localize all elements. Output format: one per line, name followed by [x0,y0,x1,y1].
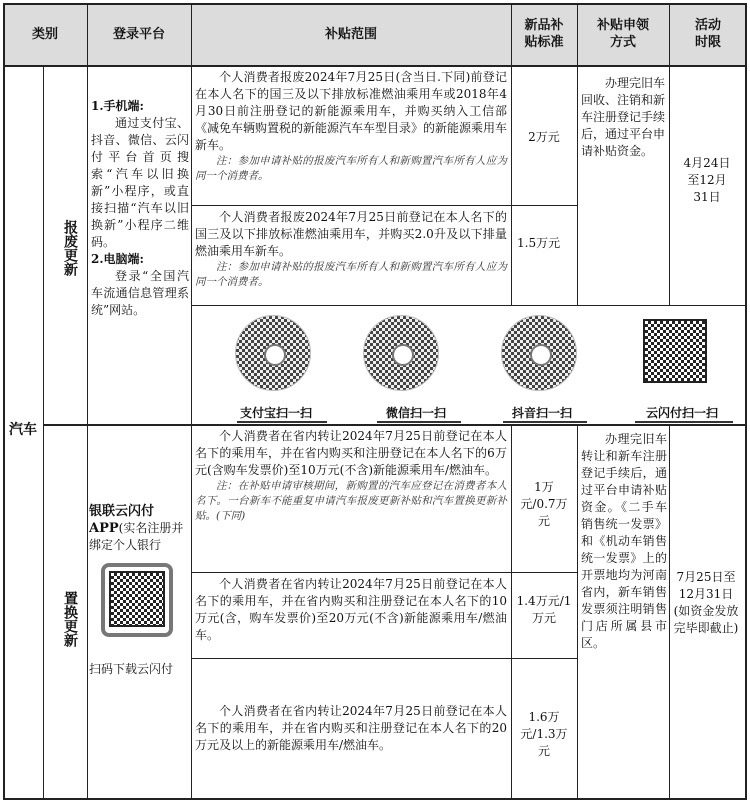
replace-row2-standard: 1.4万元/1万元 [516,594,572,625]
qr-label-wechat: 微信扫一扫 [385,406,446,420]
header-category: 类别 [3,3,87,65]
v-scope-bottom [511,424,512,800]
mobile-text: 通过支付宝、抖音、微信、云闪付平台首页搜索“汽车以旧换新”小程序，或直接扫描“汽车以旧换新”小程序二维码。 [91,116,189,249]
header-platform: 登录平台 [87,3,191,65]
h-scrap-row2 [191,305,747,306]
app-text: (实名注册并绑定个人银行 [89,521,184,552]
pc-text: 登录“全国汽车流通信息管理系统”网站。 [91,269,189,317]
border-right [745,3,747,800]
wechat-mini-program-qr-icon [363,315,439,391]
alipay-mini-program-qr-icon [235,315,311,391]
replace-row1-scope [195,428,507,572]
scrap-period: 4月24日至12月31日 [683,156,731,204]
scrap-platform [91,98,189,398]
header-bottom [3,65,747,67]
subsidy-table [3,3,747,800]
unionpay-qr-icon [643,319,707,383]
h-replace-row1 [191,572,577,573]
qr-label-alipay: 支付宝扫一扫 [239,406,312,420]
replace-row1-note: 注：在补贴申请审核期间，新购置的汽车应登记在消费者本人名下。一台新车不能重复申请汽车报废更新补贴和汽车置换更新补贴。(下同) [195,480,507,522]
replace-row1-text: 个人消费者在省内转让2024年7月25日前登记在本人名下的乘用车，并在省内购买和注册登记在本人名下的6万元(含购车发票价)至10万元(不含)新能源乘用车/燃油车。 [195,429,507,477]
unionpay-download-qr-frame [101,563,173,637]
scrap-row2-standard: 1.5万元 [517,236,561,250]
replace-row2-text: 个人消费者在省内转让2024年7月25日前登记在本人名下的乘用车，并在省内购买和注册登记在本人名下的10万元(含，购车发票价)至20万元(不含)新能源乘用车/燃油车。 [195,577,507,642]
qr-underline-3 [503,421,587,423]
group-label: 汽车 [9,422,37,438]
mobile-title: 1.手机端: [91,99,144,113]
scrap-row1-text: 个人消费者报废2024年7月25日(含当日.下同)前登记在本人名下的国三及以下排放标准燃油乘用车或2018年4月30日前注册登记的新能源乘用车，并购买纳入工信部《减免车辆购置税的新能源汽车车型目录》的新能源乘用车新车。 [195,70,508,152]
h-section [43,424,747,426]
scrap-method-text: 办理完旧车回收、注销和新车注册登记手续后，通过平台申请补贴资金。 [581,76,666,158]
scrap-row2-scope [195,209,507,301]
replace-row2-scope [195,576,507,656]
header-standard: 新品补贴标准 [511,3,577,65]
unionpay-download-qr-icon [109,571,165,627]
qr-label-douyin: 抖音扫一扫 [511,406,572,420]
scrap-row1-standard: 2万元 [528,130,560,144]
app-title: 银联云闪付APP [89,504,155,536]
border-bottom [3,798,747,800]
scrap-row1-scope [195,69,507,205]
replace-method [581,431,667,797]
border-left [3,3,5,800]
scrap-method [581,75,665,295]
replace-row3-scope [195,703,507,783]
h-scrap-row1 [191,205,577,206]
h-replace-row2 [191,658,577,659]
qr-underline-2 [377,421,461,423]
scrap-row2-note: 注：参加申请补贴的报废汽车所有人和新购置汽车所有人应为同一个消费者。 [195,261,507,288]
v-platform [191,3,192,800]
v-method-top [669,3,670,305]
scrap-row2-text: 个人消费者报废2024年7月25日前登记在本人名下的国三及以下排放标准燃油乘用车，并购买2.0升及以下排量燃油乘用车新车。 [195,210,507,258]
replace-row3-standard: 1.6万元/1.3万元 [520,710,568,758]
download-text: 扫码下载云闪付 [89,662,174,676]
pc-title: 2.电脑端: [91,252,144,266]
qr-underline-1 [237,421,327,423]
scrap-row1-note: 注：参加申请补贴的报废汽车所有人和新购置汽车所有人应为同一个消费者。 [195,155,507,182]
douyin-mini-program-qr-icon [501,315,577,391]
scrap-label: 报废更新 [62,220,78,276]
v-method-bottom [669,424,670,800]
replace-method-text: 办理完旧车转让和新车注册登记手续后，通过平台申请补贴资金。《二手车销售统一发票》和《机动车销售统一发票》上的开票地均为河南省内，新车销售发票须注明销售门店所属县市区。 [581,432,667,650]
v-group [43,65,44,800]
replace-period: 7月25日至12月31日(如资金发放完毕即截止) [673,570,739,635]
qr-underline-4 [635,421,733,423]
header-period: 活动时限 [669,3,747,65]
v-scope-top [511,3,512,305]
replace-label: 置换更新 [62,591,78,647]
v-category [87,3,88,800]
v-standard-top [577,3,578,305]
replace-row1-standard: 1万元/0.7万元 [520,480,568,528]
header-method: 补贴申领方式 [577,3,669,65]
qr-label-unionpay: 云闪付扫一扫 [645,406,718,420]
border-top [3,3,747,5]
header-scope: 补贴范围 [191,3,511,65]
replace-row3-text: 个人消费者在省内转让2024年7月25日前登记在本人名下的乘用车，并在省内购买和注册登记在本人名下的20万元及以上的新能源乘用车/燃油车。 [195,704,507,752]
v-standard-bottom [577,424,578,800]
